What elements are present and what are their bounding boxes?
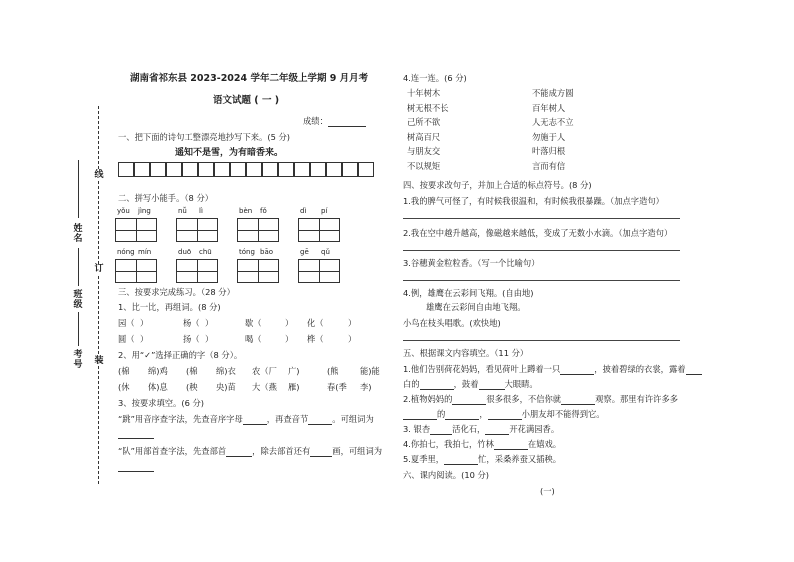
s7-heading: 六、课内阅读。(10 分) [403, 470, 490, 480]
grid-cell [278, 162, 294, 177]
pinyin-label: yǒu [117, 207, 130, 215]
grid-cell [342, 162, 358, 177]
match-right-item[interactable]: 不能成方圆 [532, 88, 574, 98]
choice-cell[interactable]: 央)苗 [216, 382, 236, 392]
pinyin-label: qǔ [321, 248, 330, 256]
compare-cell: ） [205, 318, 214, 328]
grid-cell [310, 162, 326, 177]
s6-line1: 1.他们告别荷花妈妈，看见荷叶上蹲着一只 ，披着碧绿的衣裳，露着 [403, 364, 702, 375]
pinyin-label: chū [199, 248, 212, 256]
pinyin-label: lì [199, 207, 203, 215]
match-left-item[interactable]: 不以规矩 [407, 160, 441, 171]
field-class-line [78, 248, 79, 286]
choice-cell[interactable]: (棉 [118, 366, 130, 376]
match-left-item[interactable]: 与朋友交 [407, 146, 441, 156]
s6-line2: 白的 ，鼓着 大眼睛。 [403, 379, 538, 389]
compare-cell: 喝（ [245, 334, 262, 344]
pinyin-label: pí [321, 207, 328, 215]
tianzige-box [115, 218, 157, 242]
compare-cell: ） [285, 318, 294, 328]
s3-q3-line-b2 [118, 461, 154, 472]
choice-cell[interactable]: 广) [288, 366, 300, 376]
tianzige-box [237, 259, 279, 283]
score-label: 成绩： [303, 116, 366, 127]
s3-q3-line-a: “跳”用音序查字法，先查音序字母 ，再查音节 。可组词为 [118, 414, 374, 424]
compare-cell: ） [140, 334, 149, 344]
pinyin-label: bèn [239, 207, 253, 215]
s7-sub: (一) [540, 486, 555, 496]
grid-cell [230, 162, 246, 177]
match-right-item[interactable]: 百年树人 [532, 102, 566, 113]
s6-line7: 5.夏季里， 忙，采桑养蚕又插秧。 [403, 454, 562, 464]
choice-cell[interactable]: (秧 [186, 382, 198, 392]
pinyin-label: gē [300, 248, 309, 256]
choice-cell[interactable]: 李) [360, 382, 372, 392]
choice-cell[interactable]: 大（燕 [252, 382, 277, 392]
s5-heading: 四、按要求改句子，并加上合适的标点符号。(8 分) [403, 180, 592, 190]
s5-q4-answer: 雄鹰在云彩间自由地飞翔。 [426, 302, 526, 312]
choice-cell[interactable]: 春(季 [327, 382, 347, 392]
s2-heading: 二、拼写小能手。（8 分） [118, 193, 214, 203]
choice-cell[interactable]: 能)能 [360, 366, 380, 376]
compare-cell: 扬（ [183, 334, 200, 344]
s1-poem: 遥知不是雪，为有暗香来。 [175, 148, 284, 158]
match-left-item[interactable]: 树高百尺 [407, 131, 441, 142]
binding-label-ding: 订 [94, 264, 104, 274]
compare-cell: 杨（ [183, 318, 200, 328]
grid-cell [182, 162, 198, 177]
pinyin-label: duō [178, 248, 192, 256]
tianzige-box [298, 259, 340, 283]
field-name-line [78, 160, 79, 218]
choice-cell[interactable]: (熊 [327, 366, 339, 376]
s1-heading: 一、把下面的诗句工整漂亮地抄写下来。(5 分) [118, 132, 291, 142]
exam-subtitle: 语文试题 ( 一 ) [213, 95, 280, 106]
match-left-item[interactable]: 十年树木 [407, 88, 441, 98]
s6-heading: 五、根据课文内容填空。（11 分） [403, 348, 529, 358]
s5-q4-answer-line [403, 340, 680, 341]
match-right-item[interactable]: 人无志不立 [532, 117, 574, 127]
compare-cell: ） [348, 318, 357, 328]
choice-cell[interactable]: (休 [118, 382, 130, 392]
s3-q1: 1、比一比，再组词。(8 分) [118, 302, 221, 312]
compare-cell: 圆（ [118, 334, 135, 344]
pinyin-label: fǒ [260, 207, 267, 215]
pinyin-label: nǚ [178, 207, 187, 215]
match-left-item[interactable]: 己所不欲 [407, 117, 441, 127]
match-right-item[interactable]: 言而有信 [532, 160, 566, 171]
grid-cell [166, 162, 182, 177]
s5-q2-answer-line [403, 250, 680, 251]
exam-title: 湖南省祁东县 2023-2024 学年二年级上学期 9 月月考 [130, 73, 369, 84]
tianzige-box [237, 218, 279, 242]
binding-label-zhuang: 装 [94, 356, 104, 366]
s6-line5: 3. 银杏 活化石， 开花满园香。 [403, 424, 560, 434]
s3-q2: 2、用“✓”选择正确的字（8 分）。 [118, 350, 243, 360]
s5-q2: 2.我在空中越升越高，像磁越来越低，变成了无数小水滴。（加点字造句） [403, 228, 673, 238]
s3-q3-line-b: “队”用部首查字法，先查部首 ，除去部首还有 画，可组词为 [118, 446, 383, 456]
grid-cell [214, 162, 230, 177]
match-right-item[interactable]: 叶落归根 [532, 146, 566, 156]
compare-cell: ） [205, 334, 214, 344]
compare-cell: ） [140, 318, 149, 328]
field-id-label: 考号 [73, 350, 83, 370]
field-id-line [78, 312, 79, 346]
match-right-item[interactable]: 勿施于人 [532, 131, 566, 142]
compare-cell: 园（ [118, 318, 135, 328]
binding-dashed-line [98, 106, 99, 484]
field-name-label: 姓名 [73, 224, 83, 244]
match-left-item[interactable]: 树无根不长 [407, 102, 449, 113]
pinyin-label: dì [300, 207, 307, 215]
grid-cell [118, 162, 134, 177]
choice-cell[interactable]: 绵)衣 [216, 366, 236, 376]
compare-cell: 化（ [307, 318, 324, 328]
tianzige-box [115, 259, 157, 283]
s3-q3: 3、按要求填空。(6 分) [118, 398, 205, 408]
s5-q3: 3.谷穗黄金粒粒香。（写一个比喻句） [403, 258, 540, 268]
grid-cell [134, 162, 150, 177]
grid-cell [262, 162, 278, 177]
s5-q1-answer-line [403, 218, 680, 219]
s4-heading: 4.连一连。(6 分) [403, 73, 467, 83]
pinyin-label: tóng [239, 248, 255, 256]
choice-cell[interactable]: 绵)鸡 [148, 366, 168, 376]
field-class-label: 班级 [73, 290, 83, 310]
s5-q1: 1.我的脾气可怪了，有时候我很温和，有时候我很暴躁。（加点字造句） [403, 196, 664, 206]
s5-q4-label: 4.例，雄鹰在云彩间飞翔。(自由地) [403, 288, 534, 298]
binding-label-xian: 线 [94, 170, 104, 180]
grid-cell [326, 162, 342, 177]
pinyin-label: nóng [117, 248, 135, 256]
pinyin-label: bāo [260, 248, 274, 256]
s3-q3-line-a2 [118, 428, 154, 439]
s5-q4-task: 小鸟在枝头唱歌。(欢快地) [403, 318, 501, 328]
s6-line6: 4.你拍七，我拍七，竹林 在嬉戏。 [403, 439, 562, 449]
choice-cell[interactable]: 雁) [288, 382, 300, 392]
s3-heading: 三、按要求完成练习。（28 分） [118, 287, 235, 297]
compare-cell: ） [285, 334, 294, 344]
compare-cell: 歇（ [245, 318, 262, 328]
grid-cell [246, 162, 262, 177]
grid-cell [294, 162, 310, 177]
choice-cell[interactable]: 农（厂 [252, 366, 277, 376]
compare-cell: ） [348, 334, 357, 344]
tianzige-box [176, 218, 218, 242]
grid-cell [358, 162, 374, 177]
pinyin-label: mín [138, 248, 152, 256]
s6-line4: 的 ， 小朋友却不能得到它。 [403, 409, 605, 420]
grid-cell [198, 162, 214, 177]
s6-line3: 2.植物妈妈的 很多很多，不信你就 观察。那里有许许多多 [403, 394, 679, 404]
grid-cell [150, 162, 166, 177]
choice-cell[interactable]: (棉 [186, 366, 198, 376]
s5-q3-answer-line [403, 280, 680, 281]
tianzige-box [298, 218, 340, 242]
choice-cell[interactable]: 体)息 [148, 382, 168, 392]
tianzige-box [176, 259, 218, 283]
compare-cell: 桦（ [307, 334, 324, 344]
pinyin-label: jìng [138, 207, 151, 215]
